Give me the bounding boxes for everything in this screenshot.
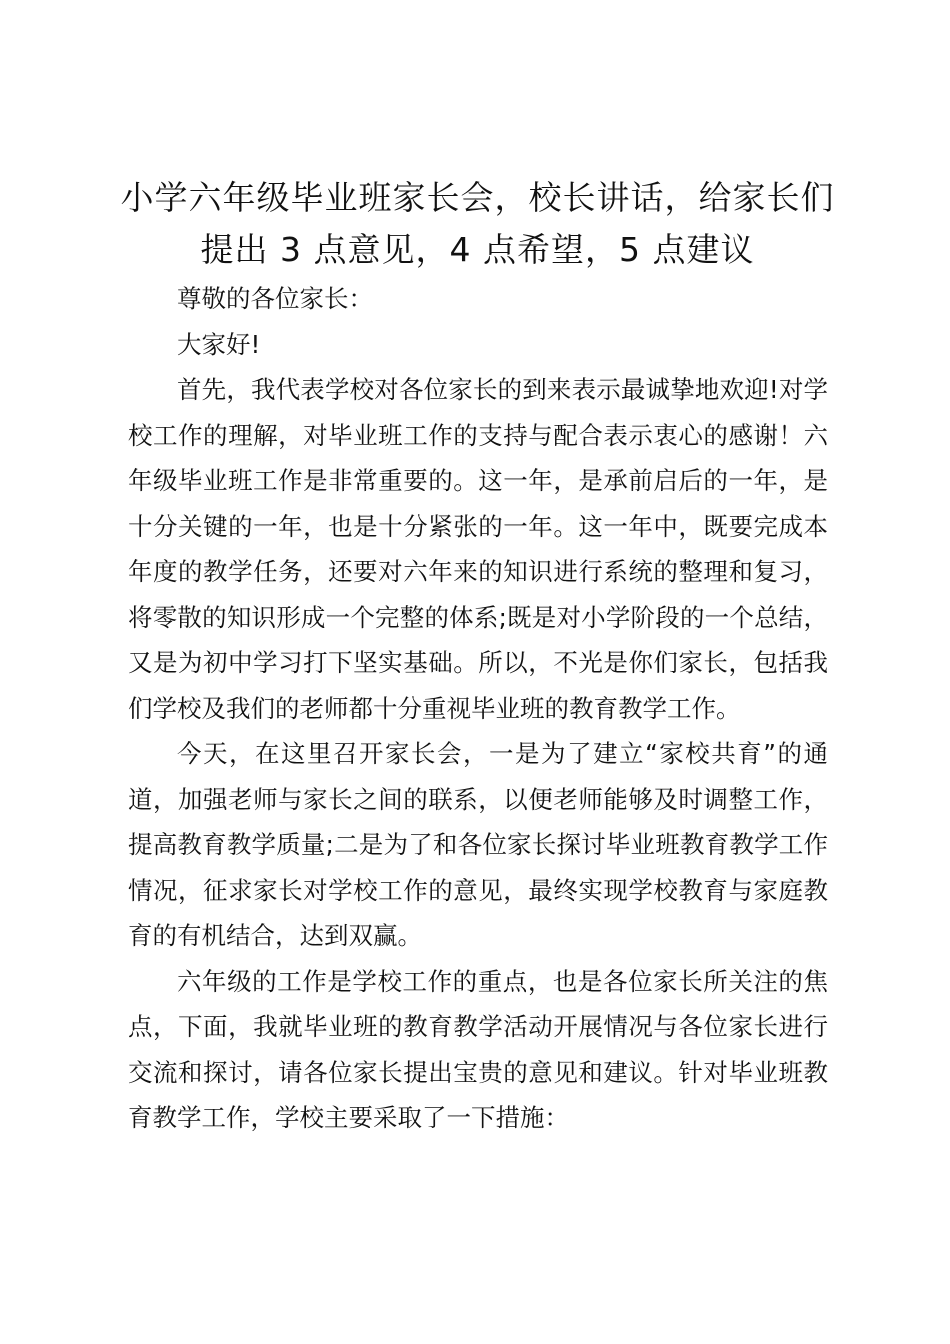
greeting: 大家好! [177, 329, 261, 359]
paragraph: 六年级的工作是学校工作的重点，也是各位家长所关注的焦点，下面，我就毕业班的教育教学活动开展情况与各位家长进行交流和探讨，请各位家长提出宝贵的意见和建议。针对毕业班教育教学工作，学校主要采取了一下措施： [128, 966, 828, 1132]
salutation: 尊敬的各位家长： [177, 284, 373, 313]
paragraph: 首先，我代表学校对各位家长的到来表示最诚挚地欢迎!对学校工作的理解，对毕业班工作的支持与配合表示衷心的感谢！六年级毕业班工作是非常重要的。这一年，是承前启后的一年，是十分关键的一年，也是十分紧张的一年。这一年中，既要完成本年度的教学任务，还要对六年来的知识进行系统的整理和复习，将零散的知识形成一个完整的体系;既是对小学阶段的一个总结，又是为初中学习打下坚实基础。所以，不光是你们家长，包括我们学校及我们的老师都十分重视毕业班的教育教学工作。 [128, 375, 828, 723]
document-body [128, 276, 828, 1141]
paragraph: 今天，在这里召开家长会，一是为了建立“家校共育”的通道，加强老师与家长之间的联系，以便老师能够及时调整工作，提高教育教学质量;二是为了和各位家长探讨毕业班教育教学工作情况，征求家长对学校工作的意见，最终实现学校教育与家庭教育的有机结合，达到双赢。 [128, 739, 828, 950]
document-title: 小学六年级毕业班家长会，校长讲话，给家长们提出 3 点意见，4 点希望，5 点建议 [120, 178, 835, 269]
